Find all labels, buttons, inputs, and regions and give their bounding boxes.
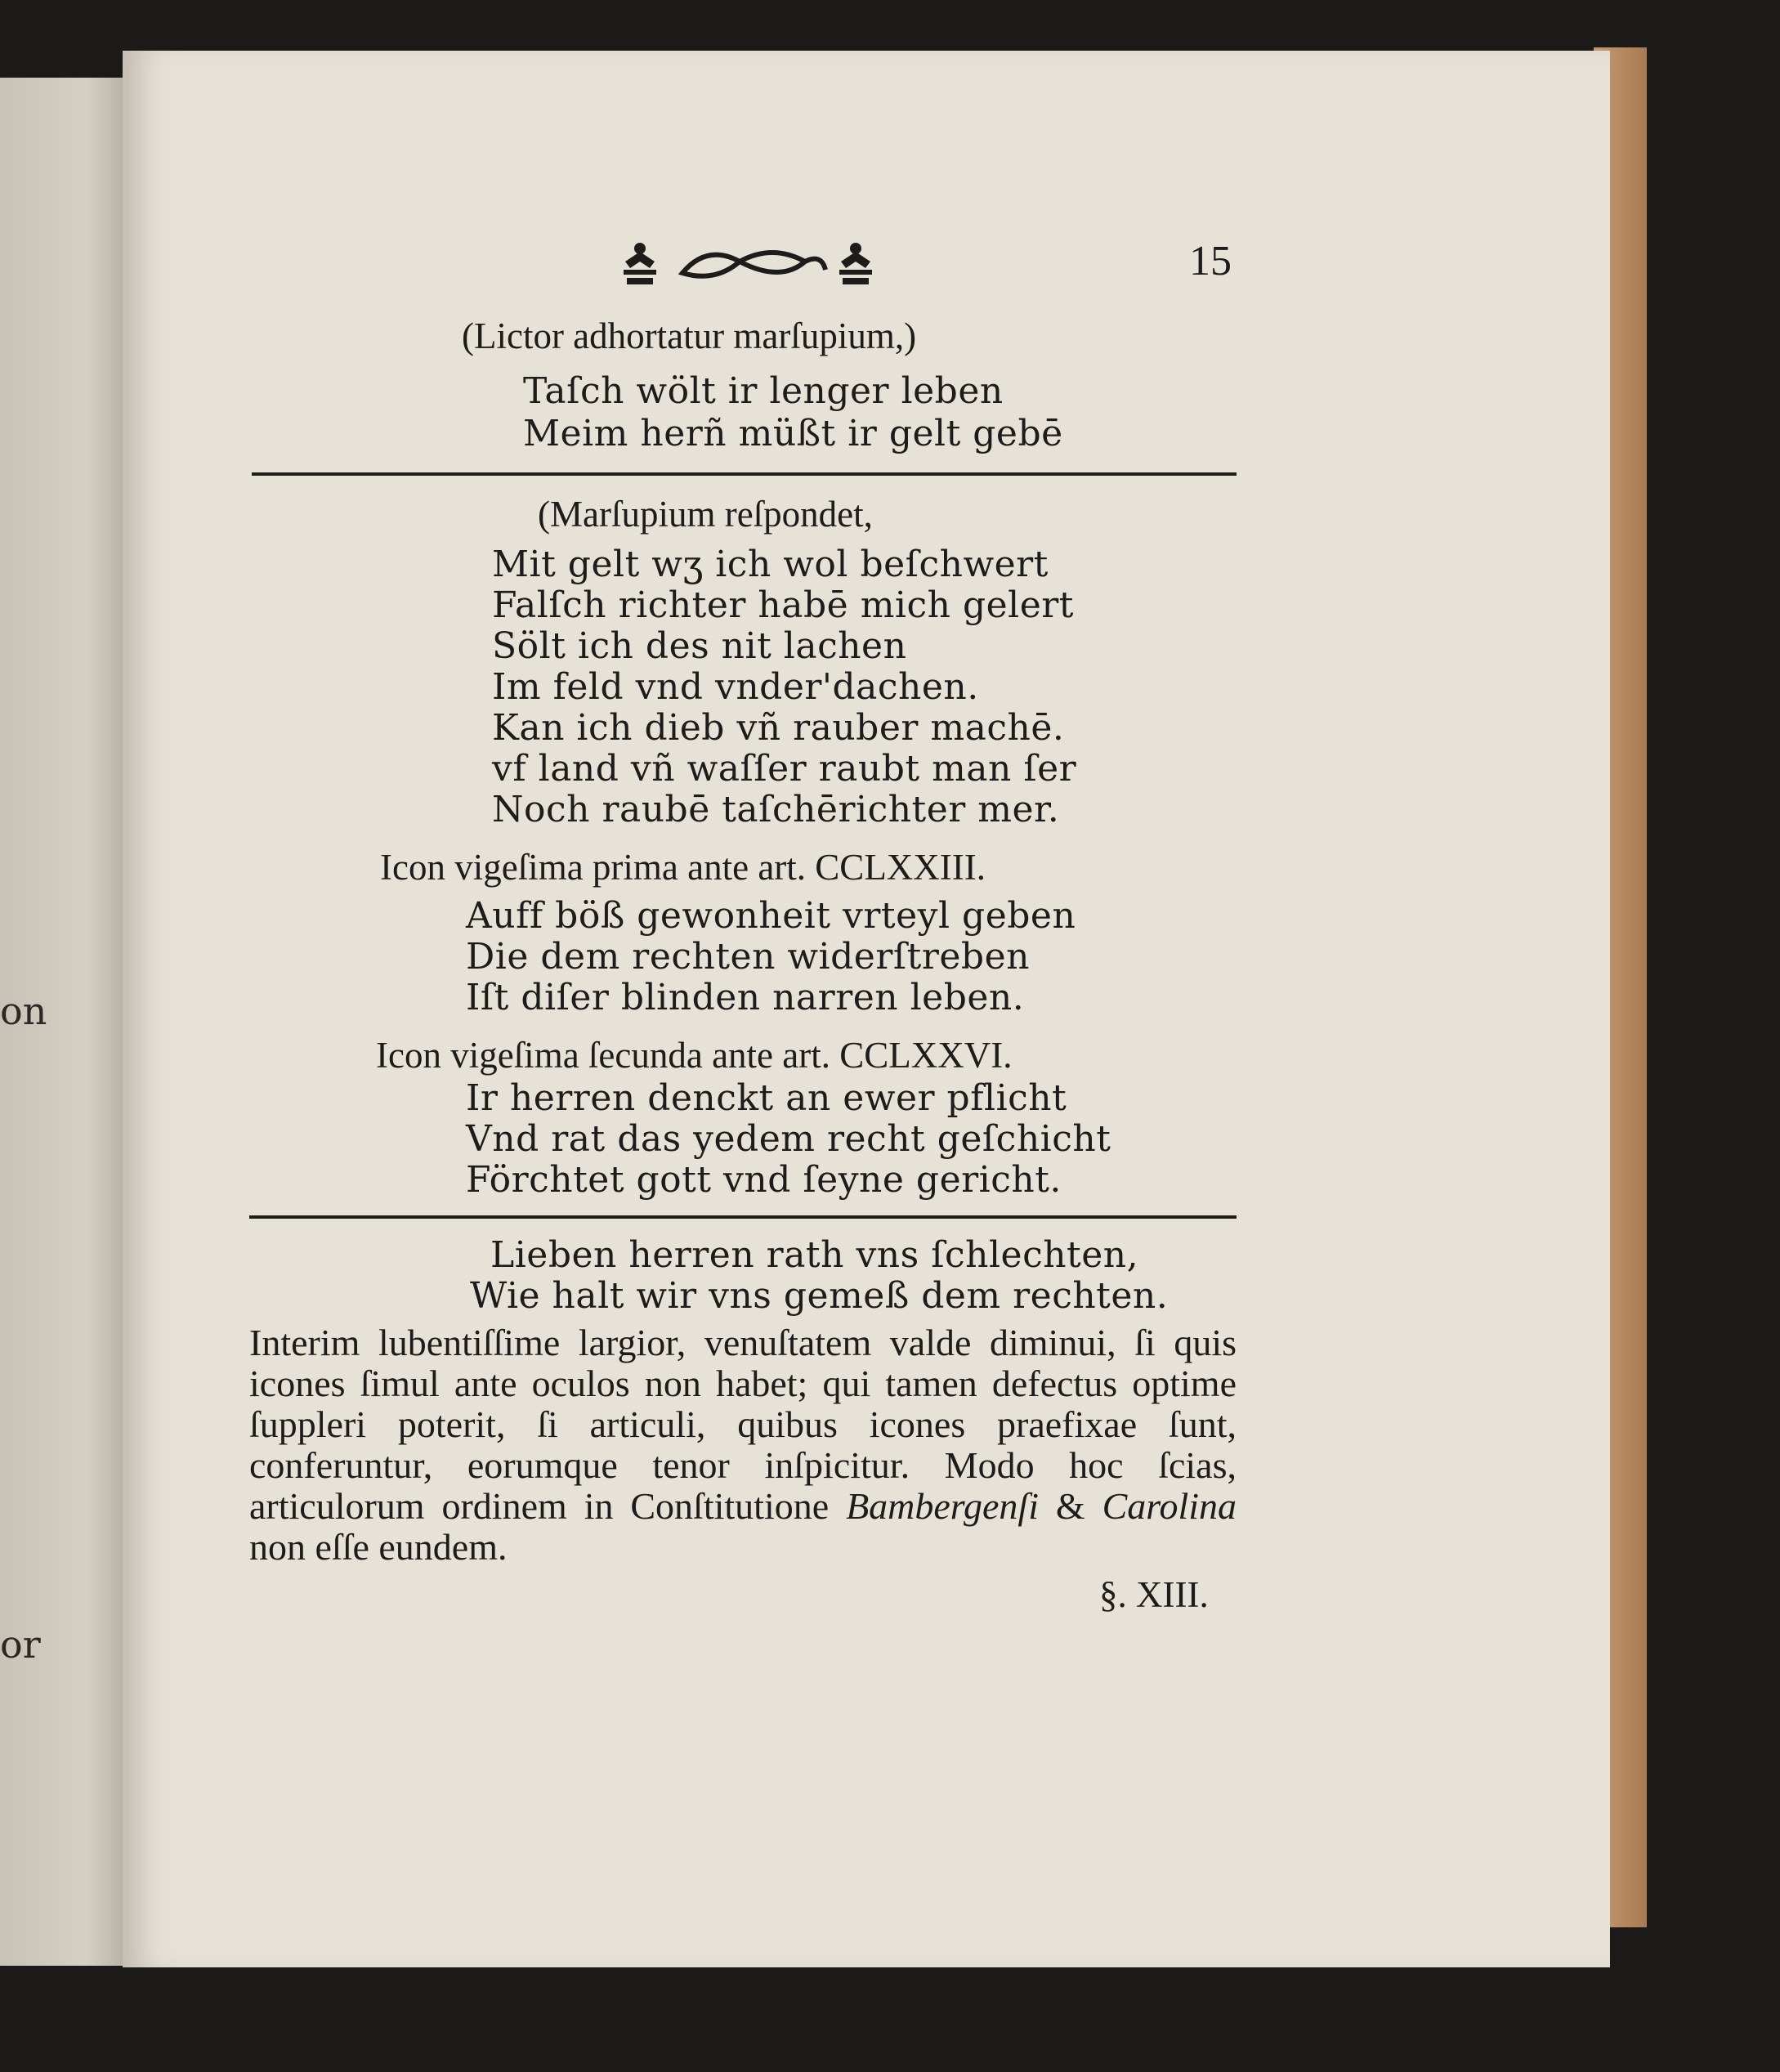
verse-line: Vnd rat das yedem recht geſchicht xyxy=(466,1118,1111,1160)
verse-line: Die dem rechten widerſtreben xyxy=(466,936,1030,978)
verse-line: Falſch richter habē mich gelert xyxy=(492,584,1074,626)
paragraph-text: Interim lubentiſſime largior, venuſtatem valde diminui, ſi quis icones ſimul ante oculos non habet; qui tamen defectus optime ſuppleri poterit, ſi articuli, quibus icones praefixae ſunt, conferuntur, eorumque tenor inſpicitur. Modo hoc ſcias, articulorum ordinem in Conſtitutione xyxy=(249,1322,1237,1527)
verse-line: Auff böß gewonheit vrteyl geben xyxy=(466,895,1076,937)
verse-line: Noch raubē taſchērichter mer. xyxy=(492,789,1060,830)
paragraph-text: & xyxy=(1038,1485,1102,1527)
verse-line: Iſt diſer blinden narren leben. xyxy=(466,977,1025,1018)
verse-line: Kan ich dieb vñ rauber machē. xyxy=(492,707,1065,749)
section-heading: (Lictor adhortatur marſupium,) xyxy=(462,315,917,356)
verse-line: Förchtet gott vnd ſeyne gericht. xyxy=(466,1159,1062,1201)
verse-line: Taſch wölt ir lenger leben xyxy=(523,370,1004,412)
divider-rule xyxy=(249,1215,1237,1219)
verse-line: Wie halt wir vns gemeß dem rechten. xyxy=(470,1275,1169,1317)
paragraph-italic: Bambergenſi xyxy=(846,1485,1039,1527)
section-heading: Icon vigeſima ſecunda ante art. CCLXXVI. xyxy=(376,1035,1013,1076)
verse-line: Mit gelt wʒ ich wol beſchwert xyxy=(492,544,1049,585)
paragraph-italic: Carolina xyxy=(1102,1485,1237,1527)
verse-line: Sölt ich des nit lachen xyxy=(492,625,907,667)
verse-line: vf land vñ waſſer raubt man ſer xyxy=(492,748,1077,790)
catchword: §. XIII. xyxy=(1099,1574,1209,1615)
headpiece-ornament-icon xyxy=(617,237,879,291)
section-heading: Icon vigeſima prima ante art. CCLXXIII. xyxy=(380,847,986,888)
body-paragraph xyxy=(249,1322,1237,1568)
verse-line: Ir herren denckt an ewer pflicht xyxy=(466,1077,1067,1119)
paragraph-text: non eſſe eundem. xyxy=(249,1526,508,1568)
section-heading: (Marſupium reſpondet, xyxy=(538,494,873,535)
verse-line: Meim herñ müßt ir gelt gebē xyxy=(523,413,1063,454)
verse-line: Im feld vnd vnder'dachen. xyxy=(492,666,979,708)
divider-rule xyxy=(252,472,1237,476)
page-number: 15 xyxy=(1189,238,1232,284)
verse-line: Lieben herren rath vns ſchlechten, xyxy=(490,1234,1139,1276)
left-page-fragment: or xyxy=(0,1622,41,1667)
left-page-fragment: on xyxy=(0,989,47,1033)
